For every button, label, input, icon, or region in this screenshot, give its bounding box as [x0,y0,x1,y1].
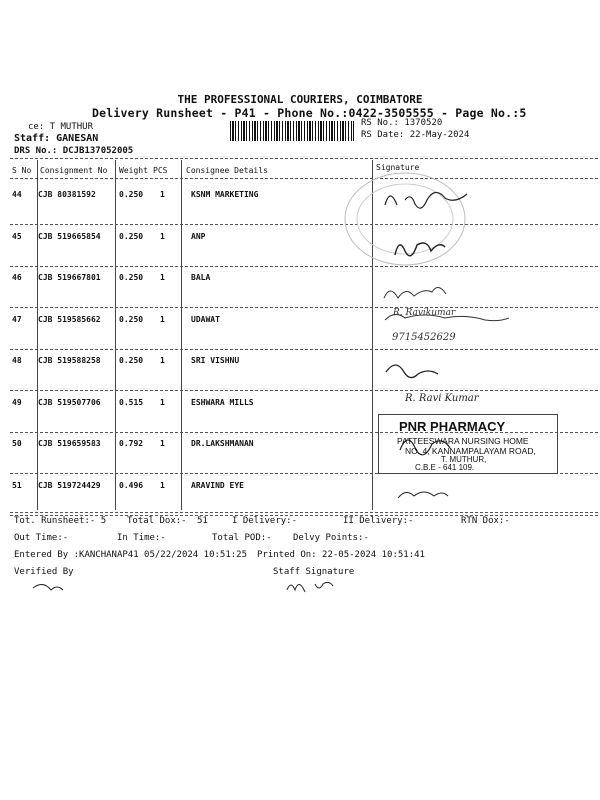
row-weight: 0.496 [119,480,144,490]
row-pcs: 1 [160,356,165,365]
total-dox-value: 51 [197,516,208,526]
verified-by: Verified By [14,567,74,577]
staff-name: Staff: GANESAN [14,133,99,144]
row-pcs: 1 [160,314,165,324]
row-consignment: CJB 519588258 [38,356,101,365]
row-weight: 0.250 [119,314,144,324]
tot-runsheet: Tot. Runsheet:- 5 [14,516,107,526]
row-weight: 0.250 [119,356,144,365]
col-consignee: Consignee Details [186,166,268,175]
row-consignee: SRI VISHNU [191,356,240,365]
staff-handwritten-signature [287,582,333,592]
signature-row-44 [385,192,467,208]
row-weight: 0.250 [119,231,144,241]
verified-signature [33,584,63,590]
row-consignee: UDAWAT [191,314,220,324]
col-signature: Signature [376,163,420,172]
in-time: In Time:- [117,533,166,543]
row-consignment: CJB 519724429 [38,480,101,490]
row-consignee: ARAVIND EYE [191,480,244,490]
staff-signature-label: Staff Signature [273,567,355,577]
row-consignee: ANP [191,231,206,241]
runsheet-subtitle: Delivery Runsheet - P41 - Phone No.:0422-3505555 - Page No.:5 [92,106,527,120]
entered-by: Entered By :KANCHANAP41 05/22/2024 10:51:25 [14,550,247,560]
row-consignment: CJB 80381592 [38,190,96,199]
row-pcs: 1 [160,439,165,448]
row-sno: 44 [12,190,22,199]
row-weight: 0.250 [119,190,144,199]
row-consignment: CJB 519659583 [38,439,101,448]
row-pcs: 1 [160,397,165,407]
printed-on: Printed On: 22-05-2024 10:51:41 [257,550,425,560]
row-sno: 49 [12,397,22,407]
row-pcs: 1 [160,190,165,199]
row-weight: 0.515 [119,397,144,407]
row-consignment: CJB 519667801 [38,273,101,282]
i-delivery: I Delivery:- [232,516,298,526]
row-weight: 0.792 [119,439,144,448]
handwritten-name: R. Ravikumar [393,308,456,318]
row-consignment: CJB 519507706 [38,397,101,407]
round-seal-inner [357,184,453,254]
row-consignee: ESHWARA MILLS [191,397,254,407]
pharmacy-stamp [378,414,558,474]
row-sno: 51 [12,480,22,490]
col-weight: Weight [119,166,148,175]
row-pcs: 1 [160,273,165,282]
ii-delivery: II Delivery:- [343,516,414,526]
row-sno: 47 [12,314,22,324]
col-consignment: Consignment No [40,166,108,175]
stamp-line: PATTEESWARA NURSING HOME [397,436,529,446]
row-sno: 45 [12,231,22,241]
row-weight: 0.250 [119,273,144,282]
stamp-line: C.B.E - 641 109. [415,463,475,472]
stamp-title: PNR PHARMACY [399,419,506,434]
total-pod: Total POD:- [212,533,272,543]
signature-row-48 [386,365,438,378]
handwritten-number: 9715452629 [392,332,456,343]
total-dox-label: Total Dox:- [127,516,187,526]
delvy-points: Delvy Points:- [293,533,369,543]
stamp-line: NO. 4, KANNAMPALAYAM ROAD, [405,446,536,456]
rs-number: RS No.: 1370520 [361,118,443,128]
row-consignee: DR.LAKSHMANAN [191,439,254,448]
drs-number: DRS No.: DCJB137052005 [14,146,134,156]
company-title: THE PROFESSIONAL COURIERS, COIMBATORE [177,93,423,106]
row-consignment: CJB 519665854 [38,231,101,241]
office-label: ce: T MUTHUR [28,122,94,132]
row-sno: 50 [12,439,22,448]
rtn-dox: RTN Dox:- [461,516,510,526]
col-pcs: PCS [153,166,168,175]
row-consignment: CJB 519585662 [38,314,101,324]
signature-row-46 [384,287,446,298]
footer-rule [10,512,598,513]
stamp-line: T. MUTHUR, [441,455,487,464]
col-sno: S No [12,166,32,175]
out-time: Out Time:- [14,533,69,543]
rs-date: RS Date: 22-May-2024 [361,130,470,140]
row-consignee: BALA [191,273,211,282]
handwritten-name-49: R. Ravi Kumar [405,393,479,404]
row-sno: 46 [12,273,22,282]
row-consignee: KSNM MARKETING [191,190,259,199]
signature-row-51 [398,492,448,498]
row-pcs: 1 [160,231,165,241]
row-sno: 48 [12,356,22,365]
row-pcs: 1 [160,480,165,490]
